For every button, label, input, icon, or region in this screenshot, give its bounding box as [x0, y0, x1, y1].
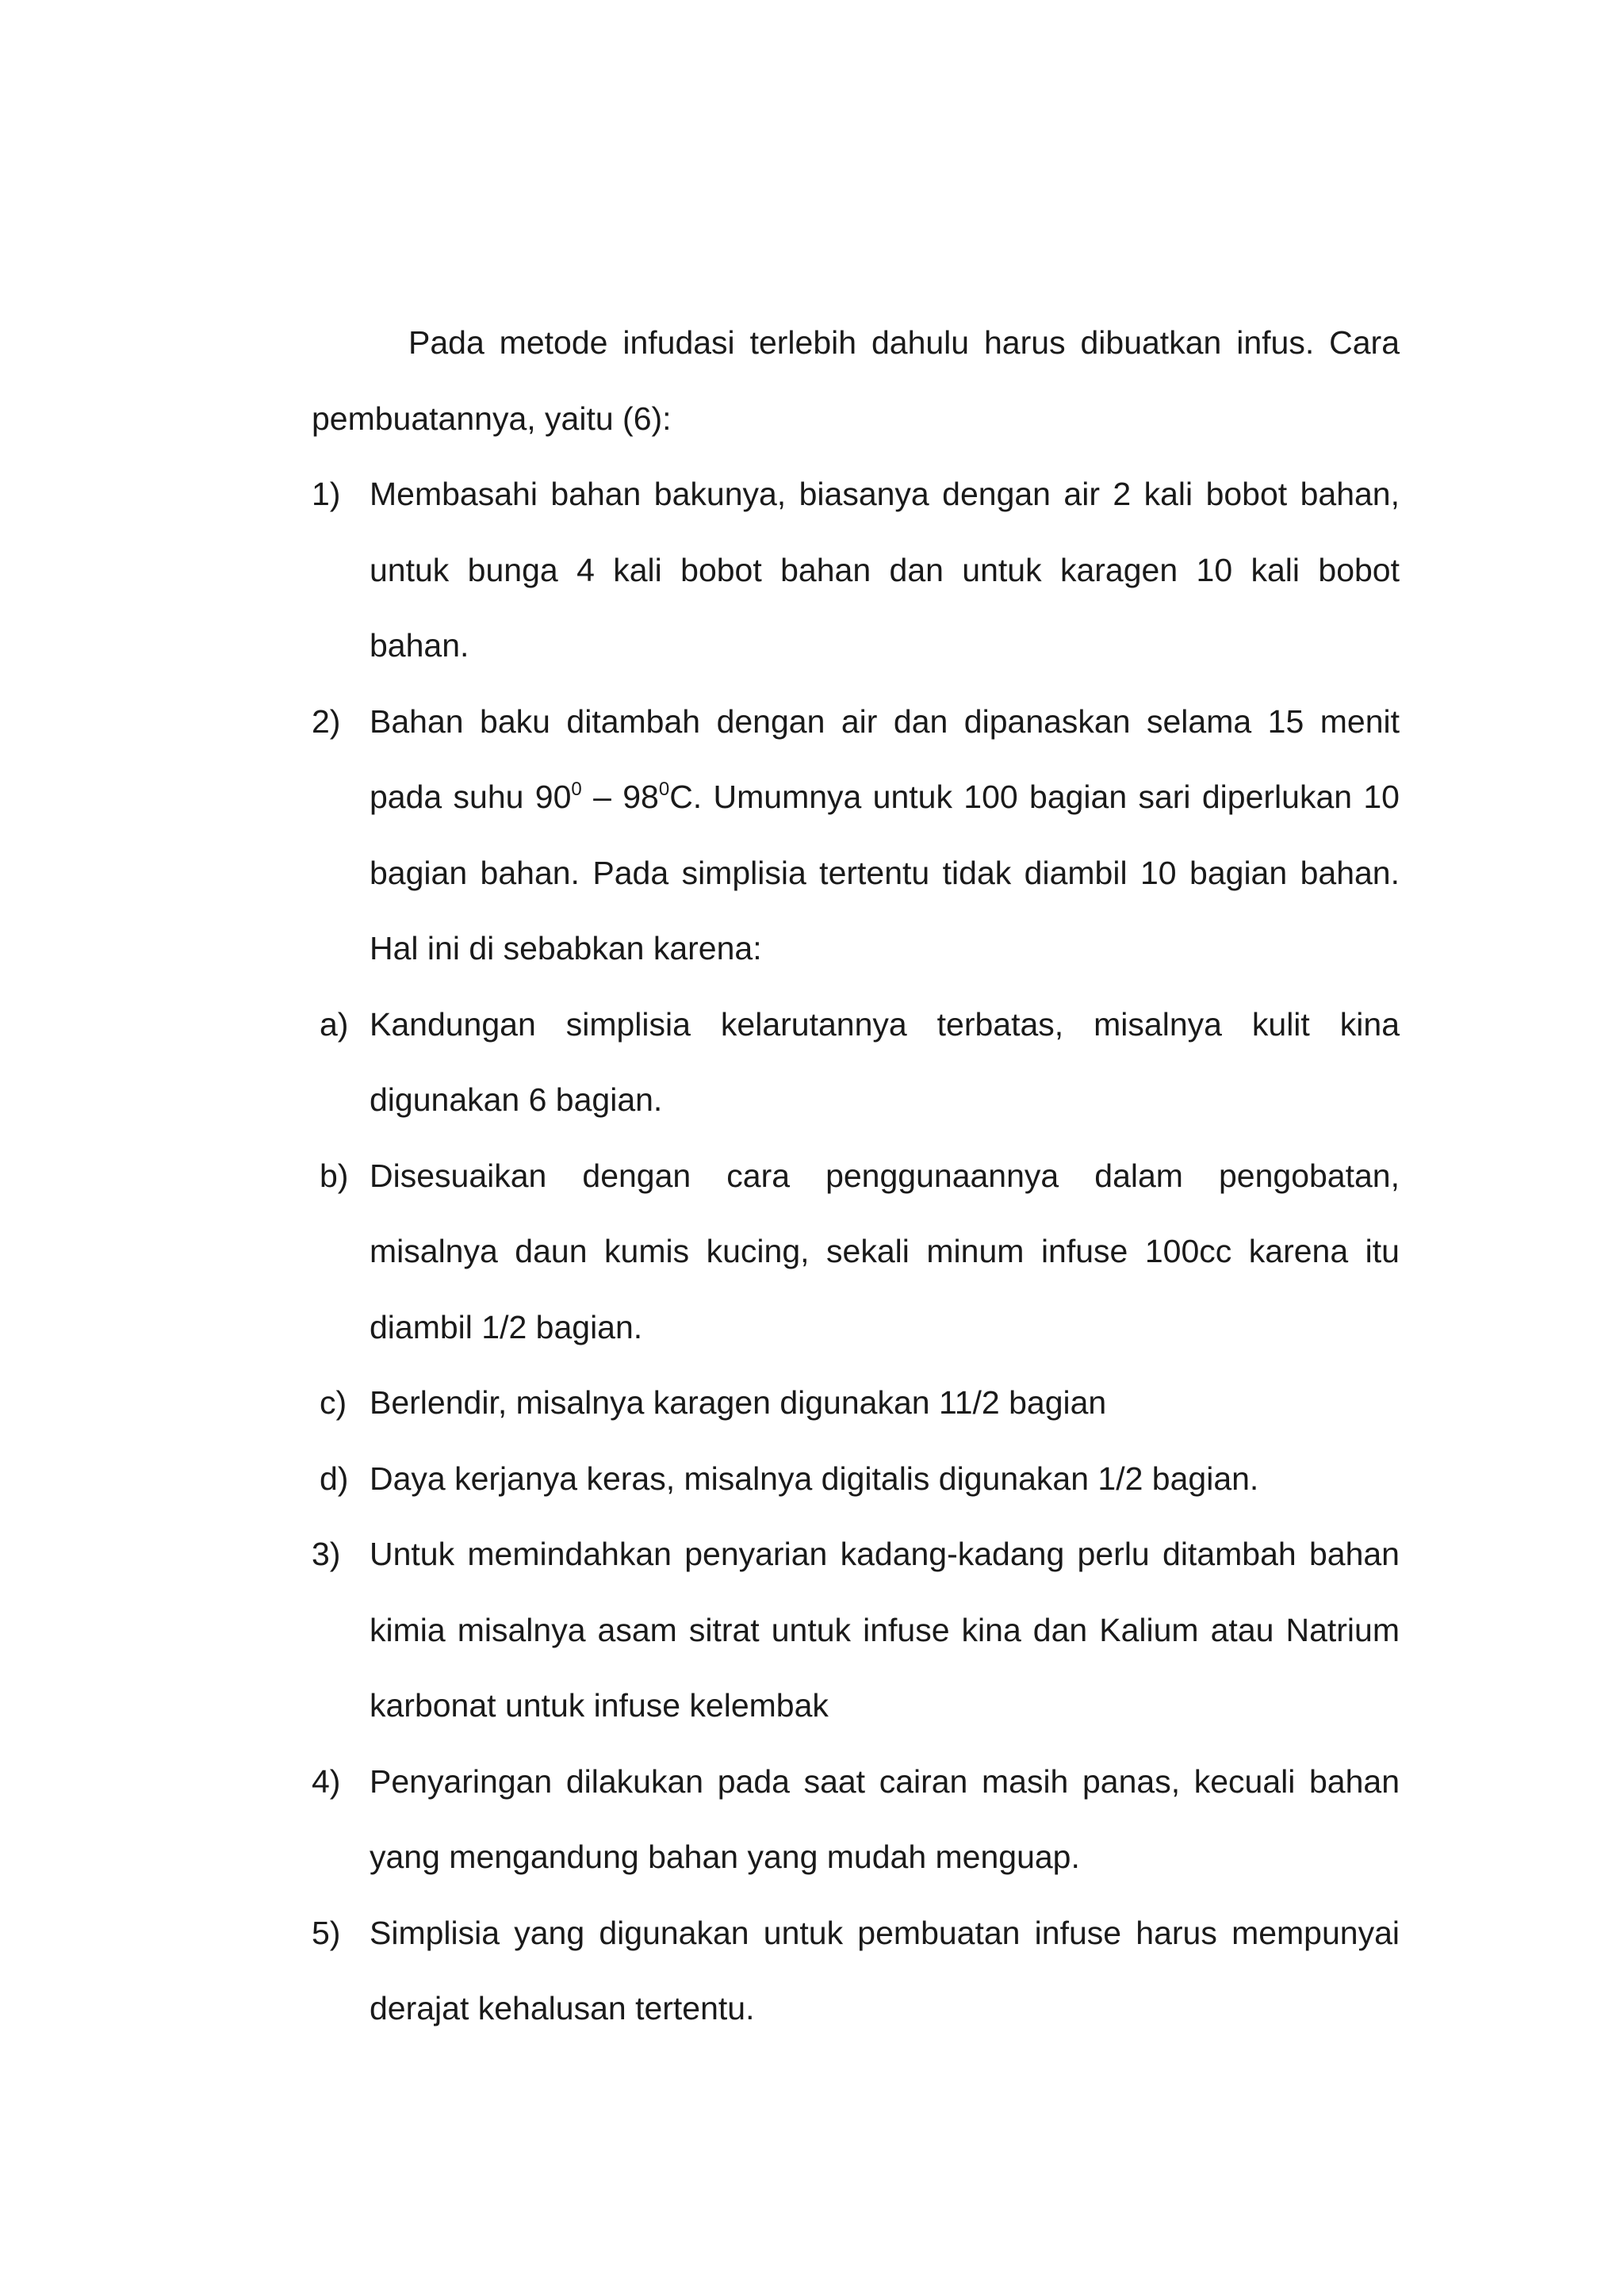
list-marker-3: 3)	[312, 1536, 341, 1572]
sublist-item-c-text: Berlendir, misalnya karagen digunakan 11/2 bagian	[370, 1384, 1107, 1421]
list-item-5	[312, 1896, 1400, 2047]
sublist-marker-d: d)	[320, 1460, 349, 1497]
list-item-3-text: Untuk memindahkan penyarian kadang-kadang perlu ditambah bahan kimia misalnya asam sitrat untuk infuse kina dan Kalium atau Natrium karbonat untuk infuse kelembak	[370, 1536, 1400, 1724]
list-item-5-text: Simplisia yang digunakan untuk pembuatan infuse harus mempunyai derajat kehalusan tertentu.	[370, 1914, 1400, 2026]
sublist-item-d	[312, 1441, 1400, 1517]
list-item-2	[312, 684, 1400, 987]
sublist-item-a	[312, 987, 1400, 1138]
sublist-marker-a: a)	[320, 1005, 349, 1043]
sublist-marker-b: b)	[320, 1157, 349, 1194]
list-item-2-text-part2: – 98	[581, 779, 659, 815]
sublist-item-b	[312, 1138, 1400, 1366]
document-body	[312, 305, 1400, 2047]
sublist-item-c	[312, 1365, 1400, 1441]
list-item-3	[312, 1517, 1400, 1744]
list-item-2-text-part1: Bahan baku ditambah dengan air dan dipanaskan selama 15 menit pada suhu 90	[370, 702, 1400, 815]
list-item-4	[312, 1744, 1400, 1896]
list-marker-5: 5)	[312, 1914, 341, 1951]
list-marker-1: 1)	[312, 476, 341, 512]
sublist-marker-c: c)	[320, 1384, 347, 1421]
sublist-item-b-text: Disesuaikan dengan cara penggunaannya dalam pengobatan, misalnya daun kumis kucing, sekali minum infuse 100cc karena itu diambil 1/2 bagian.	[370, 1157, 1400, 1345]
intro-paragraph: Pada metode infudasi terlebih dahulu harus dibuatkan infus. Cara pembuatannya, yaitu (6):	[312, 324, 1400, 437]
list-marker-2: 2)	[312, 702, 341, 740]
list-item-4-text: Penyaringan dilakukan pada saat cairan masih panas, kecuali bahan yang mengandung bahan yang mudah menguap.	[370, 1762, 1400, 1875]
sublist-item-a-text: Kandungan simplisia kelarutannya terbatas, misalnya kulit kina digunakan 6 bagian.	[370, 1005, 1400, 1118]
sublist-item-d-text: Daya kerjanya keras, misalnya digitalis digunakan 1/2 bagian.	[370, 1460, 1259, 1497]
degree-superscript-1: 0	[571, 779, 582, 800]
list-item-1	[312, 457, 1400, 684]
list-item-2-text-part3: C. Umumnya untuk 100 bagian sari diperlukan 10 bagian bahan. Pada simplisia tertentu tidak diambil 10 bagian bahan. Hal ini di sebabkan karena:	[370, 779, 1400, 966]
degree-superscript-2: 0	[658, 779, 670, 800]
list-marker-4: 4)	[312, 1762, 341, 1800]
list-item-1-text: Membasahi bahan bakunya, biasanya dengan air 2 kali bobot bahan, untuk bunga 4 kali bobot bahan dan untuk karagen 10 kali bobot bahan.	[370, 476, 1400, 664]
